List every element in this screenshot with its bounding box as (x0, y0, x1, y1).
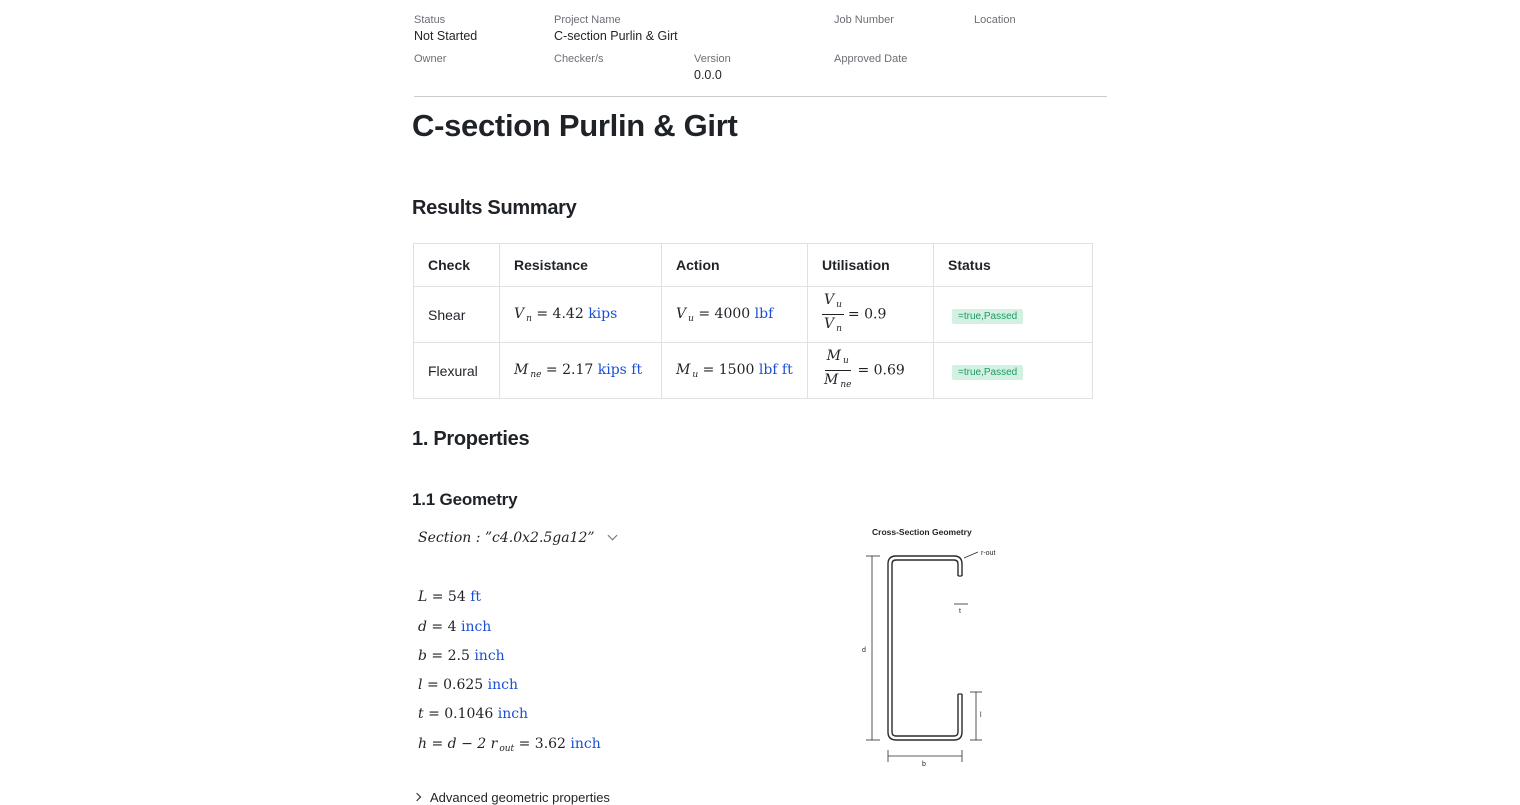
variable-d (418, 619, 491, 635)
check-cell: Flexural (414, 343, 500, 399)
action-symbol: M (676, 361, 691, 378)
action-cell (662, 287, 808, 343)
page-title: C-section Purlin & Girt (412, 108, 738, 143)
variable-unit: inch (497, 706, 529, 722)
action-subscript: u (688, 313, 694, 324)
utilisation-cell (808, 287, 934, 343)
results-table (413, 243, 1093, 399)
action-value: = 4000 (698, 305, 751, 322)
r-out-leader (964, 552, 978, 558)
fraction-denominator-subscript: ne (840, 380, 852, 390)
table-row (414, 343, 1093, 399)
section-dropdown[interactable] (418, 530, 616, 546)
variable-t (418, 706, 528, 722)
status-badge: =true,Passed (952, 309, 1023, 324)
variable-expression: = d − 2 r (431, 736, 498, 752)
utilisation-cell (808, 343, 934, 399)
variable-l-lip (418, 677, 518, 693)
variable-value: = 2.5 (431, 648, 470, 664)
variable-symbol: b (418, 648, 427, 664)
variable-symbol: d (418, 619, 427, 635)
variable-symbol: l (418, 677, 423, 693)
l-label: l (980, 712, 982, 719)
location-label: Location (974, 14, 1016, 26)
chevron-right-icon[interactable] (413, 793, 421, 801)
utilisation-value: = 0.69 (857, 362, 905, 379)
chevron-down-icon[interactable] (608, 531, 618, 541)
section-value: : ”c4.0x2.5ga12” (475, 530, 595, 546)
version-field (694, 52, 731, 83)
properties-heading: 1. Properties (412, 428, 530, 450)
b-label: b (922, 761, 926, 768)
variable-unit: inch (474, 648, 505, 664)
version-label: Version (694, 53, 731, 65)
c-section-outer-outline (888, 556, 962, 740)
results-summary-heading: Results Summary (412, 197, 577, 219)
fraction-denominator-subscript: n (836, 324, 842, 334)
r-out-label: r-out (981, 550, 996, 557)
resistance-value: = 4.42 (536, 305, 584, 322)
resistance-cell (500, 287, 662, 343)
project-name-value: C-section Purlin & Girt (554, 29, 678, 43)
table-row (414, 287, 1093, 343)
project-name-label: Project Name (554, 14, 621, 26)
status-badge: =true,Passed (952, 365, 1023, 380)
approved-date-field (834, 52, 907, 66)
resistance-cell (500, 343, 662, 399)
variable-h (418, 736, 601, 754)
status-cell (934, 343, 1093, 399)
variable-value: = 0.625 (426, 677, 484, 693)
variable-value: = 3.62 (518, 736, 566, 752)
checkers-field (554, 52, 604, 66)
resistance-subscript: ne (530, 369, 542, 380)
location-field (974, 13, 1016, 27)
advanced-geometric-properties-label: Advanced geometric properties (430, 790, 610, 805)
fraction-numerator: M (826, 348, 841, 364)
d-label: d (862, 647, 866, 654)
resistance-subscript: n (526, 313, 532, 324)
resistance-unit: kips ft (597, 361, 643, 378)
utilisation-fraction (822, 348, 853, 393)
column-header-check: Check (414, 244, 500, 287)
action-unit: lbf (754, 305, 774, 322)
utilisation-value: = 0.9 (847, 306, 887, 323)
check-cell: Shear (414, 287, 500, 343)
owner-label: Owner (414, 53, 447, 65)
variable-unit: inch (570, 736, 601, 752)
fraction-denominator: M (824, 372, 839, 388)
version-value: 0.0.0 (694, 68, 722, 82)
fraction-numerator-subscript: u (843, 356, 849, 366)
variable-subscript: out (499, 744, 515, 754)
variable-value: = 0.1046 (428, 706, 494, 722)
action-value: = 1500 (702, 361, 755, 378)
column-header-utilisation: Utilisation (808, 244, 934, 287)
project-name-field (554, 13, 678, 44)
fraction-denominator: V (824, 316, 835, 332)
fraction-numerator: V (824, 292, 835, 308)
variable-unit: inch (460, 619, 492, 635)
variable-symbol: h (418, 736, 428, 752)
resistance-symbol: M (514, 361, 529, 378)
variable-unit: inch (487, 677, 519, 693)
job-number-field (834, 13, 894, 27)
table-header-row (414, 244, 1093, 287)
c-section-inner-outline (892, 560, 958, 736)
owner-field (414, 52, 446, 66)
status-field (414, 13, 477, 44)
column-header-resistance: Resistance (500, 244, 662, 287)
t-label: t (959, 608, 961, 615)
variable-value: = 4 (431, 619, 457, 635)
fraction-numerator-subscript: u (836, 300, 842, 310)
geometry-heading: 1.1 Geometry (412, 490, 518, 509)
column-header-action: Action (662, 244, 808, 287)
action-cell (662, 343, 808, 399)
action-symbol: V (676, 305, 687, 322)
action-subscript: u (692, 369, 699, 380)
header-divider (414, 96, 1107, 97)
diagram-title: Cross-Section Geometry (872, 527, 972, 537)
approved-date-label: Approved Date (834, 53, 908, 65)
cross-section-diagram (850, 520, 1020, 772)
variable-l-length (418, 589, 481, 605)
variable-unit: ft (470, 589, 482, 605)
variable-value: = 54 (431, 589, 466, 605)
variable-symbol: L (418, 589, 428, 605)
action-unit: lbf ft (758, 361, 793, 378)
resistance-unit: kips (588, 305, 618, 322)
variable-symbol: t (418, 706, 424, 722)
variable-b (418, 648, 505, 664)
job-number-label: Job Number (834, 14, 894, 26)
resistance-value: = 2.17 (545, 361, 594, 378)
resistance-symbol: V (514, 305, 525, 322)
status-label: Status (414, 14, 446, 26)
status-cell (934, 287, 1093, 343)
checkers-label: Checker/s (554, 53, 604, 65)
column-header-status: Status (934, 244, 1093, 287)
utilisation-fraction (822, 292, 844, 337)
status-value: Not Started (414, 29, 478, 43)
section-label: Section (418, 530, 472, 546)
